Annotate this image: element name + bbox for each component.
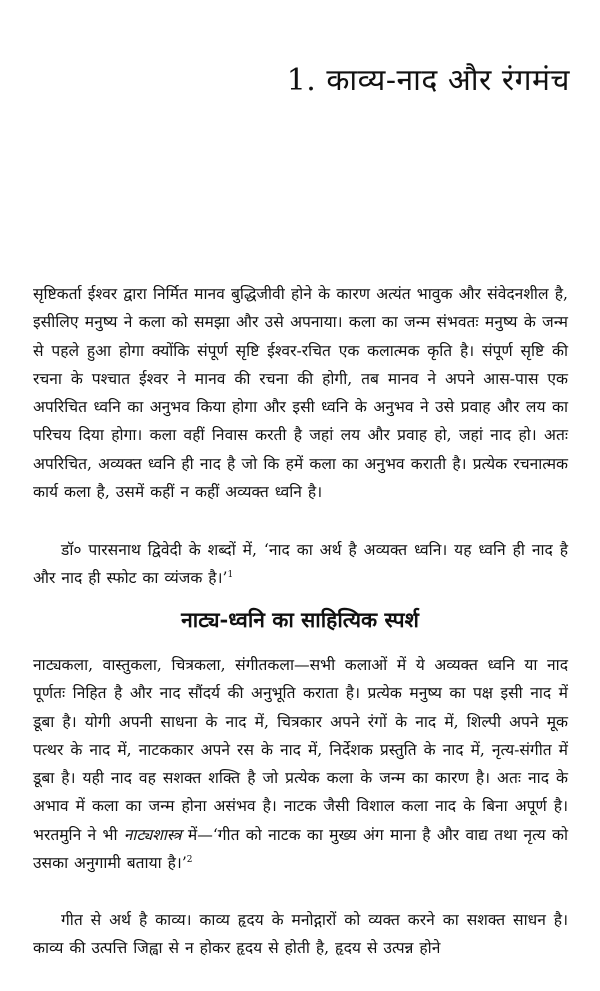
footnote-marker-1: 1 xyxy=(227,570,234,581)
paragraph-text-end: में—‘गीत को नाटक का मुख्य अंग माना है और वाद्य तथा नृत्य को उसका अनुगामी बताया है।’ xyxy=(33,825,568,873)
paragraph-quote-dwivedi xyxy=(33,536,568,593)
book-title-natyashastra: नाट्यशास्त्र xyxy=(123,825,182,844)
section-heading: नाट्य-ध्वनि का साहित्यिक स्पर्श xyxy=(181,607,419,632)
paragraph-natya-arts xyxy=(33,651,568,877)
footnote-marker-2: 2 xyxy=(186,854,193,865)
chapter-title: 1. काव्य-नाद और रंगमंच xyxy=(286,63,570,98)
paragraph-intro: सृष्टिकर्ता ईश्वर द्वारा निर्मित मानव बुद्धिजीवी होने के कारण अत्यंत भावुक और संवेदनशील है, इसीलिए मनुष्य ने कला को समझा और उसे अपनाया। कला का जन्म संभवतः मनुष्य के जन्म से पहले हुआ होगा क्योंकि संपूर्ण सृष्टि ईश्वर-रचित एक कलात्मक कृति है। संपूर्ण सृष्टि की रचना के पश्चात ईश्वर ने मानव की रचना की होगी, तब मानव ने अपने आस-पास एक अपरिचित ध्वनि का अनुभव किया होगा और इसी ध्वनि के अनुभव ने उसे प्रवाह और लय का परिचय दिया होगा। कला वहीं निवास करती है जहां लय और प्रवाह हो, जहां नाद हो। अतः अपरिचित, अव्यक्त ध्वनि ही नाद है जो कि हमें कला का अनुभव कराती है। प्रत्येक रचनात्मक कार्य कला है, उसमें कहीं न कहीं अव्यक्त ध्वनि है। xyxy=(33,285,568,502)
quote-text: डॉ० पारसनाथ द्विवेदी के शब्दों में, ‘नाद का अर्थ है अव्यक्त ध्वनि। यह ध्वनि ही नाद है और नाद ही स्फोट का व्यंजक है।’ xyxy=(33,541,568,588)
paragraph-kavya: गीत से अर्थ है काव्य। काव्य हृदय के मनोद्गारों को व्यक्त करने का सशक्त साधन है। काव्य की उत्पत्ति जिह्वा से न होकर हृदय से होती है, हृदय से उत्पन्न होने xyxy=(33,911,568,958)
paragraph-text-start: नाट्यकला, वास्तुकला, चित्रकला, संगीतकला—सभी कलाओं में ये अव्यक्त ध्वनि या नाद पूर्णतः निहित है और नाद सौंदर्य की अनुभूति कराता है। प्रत्येक मनुष्य का पक्ष इसी नाद में डूबा है। योगी अपनी साधना के नाद में, चित्रकार अपने रंगों के नाद में, शिल्पी अपने मूक पत्थर के नाद में, नाटककार अपने रस के नाद में, निर्देशक प्रस्तुति के नाद में, नृत्य-संगीत में डूबा है। यही नाद वह सशक्त शक्ति है जो प्रत्येक कला के जन्म का कारण है। अतः नाद के अभाव में कला का जन्म होना असंभव है। नाटक जैसी विशाल कला नाद के बिना अपूर्ण है। भरतमुनि ने भी xyxy=(33,656,568,844)
